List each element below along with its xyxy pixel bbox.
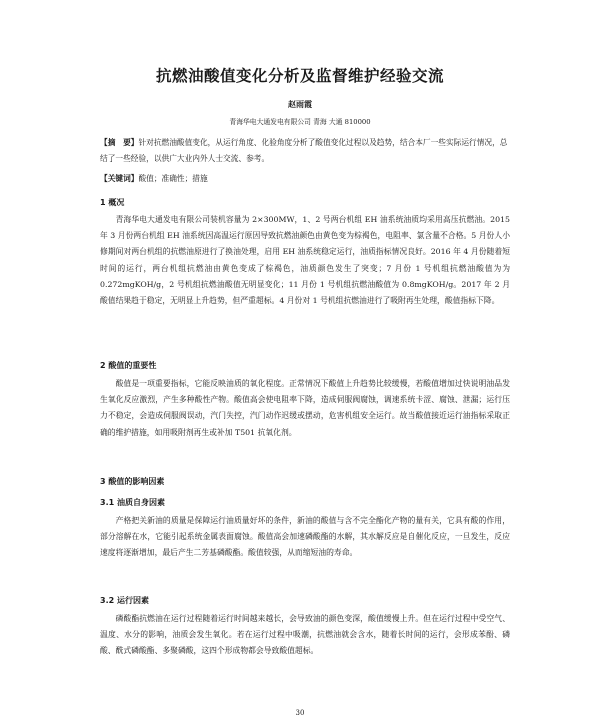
page-number: 30	[295, 709, 305, 717]
abstract-text: 针对抗燃油酸值变化，从运行角度、化验角度分析了酸值变化过程以及趋势，结合本厂一些实际运行情况，总结了一些经验，以供广大业内外人士交流、参考。	[100, 138, 508, 163]
paper-title: 抗燃油酸值变化分析及监督维护经验交流	[155, 67, 444, 85]
section-heading-1: 1 概况	[100, 198, 125, 207]
section-heading-3-2: 3.2 运行因素	[100, 596, 149, 605]
author-affiliation: 青海华电大通发电有限公司 青海 大通 810000	[229, 118, 371, 126]
section-heading-3: 3 酸值的影响因素	[100, 477, 165, 486]
keywords-label: 【关键词】	[100, 174, 139, 183]
abstract-label: 【摘 要】	[100, 138, 139, 147]
section-heading-3-1: 3.1 油质自身因素	[100, 498, 165, 507]
section-1-paragraph: 青海华电大通发电有限公司装机容量为 2×300MW，1、2 号两台机组 EH 油系统油质均采用高压抗燃油。2015 年 3 月份两台机组 EH 油系统因高温运行原因导致抗燃油颜色由黄色变为棕褐色，电阻率、氯含量不合格。5 月份人小修期间对两台机组的抗燃油原进行了换油处理，启用 EH 油系统稳定运行，油质指标情况良好。2016 年 4 月份随着短时间的运行，两台机组抗燃油由黄色变成了棕褐色，油质颜色发生了突变；7 月份 1 号机组抗燃油酸值为为 0.272mgKOH/g，2 号机组抗燃油酸值无明显变化；11 月份 1 号机组抗燃油酸值为 0.8mgKOH/g。2017 年 2 月酸值结果趋于稳定，无明显上升趋势，但严重超标。4 月份对 1 号机组抗燃油进行了吸附再生处理，酸值指标下降。	[100, 215, 510, 306]
keywords-text: 酸值；准确性；措施	[138, 174, 208, 183]
abstract	[100, 135, 510, 167]
author-name: 赵雨霞	[288, 99, 312, 109]
section-3-1-paragraph: 产格把关新油的质量是保障运行油质量好坏的条件，新油的酸值与含不完全酯化产物的量有关，它具有酸的作用，部分溶解在水，它能引起系统金属表面腐蚀。酸值高会加速磷酸酯的水解，其水解反应是自催化反应，一旦发生，反应速度将逐渐增加，最后产生二芳基磷酸酯。酸值较强，从而缩短油的寿命。	[100, 516, 510, 558]
section-heading-2: 2 酸值的重要性	[100, 361, 157, 370]
section-2-paragraph: 酸值是一项重要指标，它能反映油质的氧化程度。正常情况下酸值上升趋势比较缓慢，若酸值增加过快说明油品发生氧化反应激烈，产生多种酸性产物。酸值高会使电阻率下降，造成伺服阀腐蚀，调速系统卡涩、腐蚀、泄漏；运行压力不稳定，会造成伺服阀误动，汽门失控，汽门动作迟缓或摆动，危害机组安全运行。故当酸值接近运行油指标采取正确的维护措施，如用吸附剂再生或补加 T501 抗氧化剂。	[100, 379, 510, 437]
keywords	[100, 173, 510, 184]
section-3-2-paragraph: 磷酸酯抗燃油在运行过程随着运行时间越来越长，会导致油的颜色变深，酸值缓慢上升。但在运行过程中受空气、温度、水分的影响，油质会发生氧化。若在运行过程中吸潮，抗燃油就会含水，随着长时间的运行，会形成苯酚、磷酸、酰式磷酸酯、多聚磷酸，这四个形成物都会导致酸值超标。	[100, 614, 510, 656]
